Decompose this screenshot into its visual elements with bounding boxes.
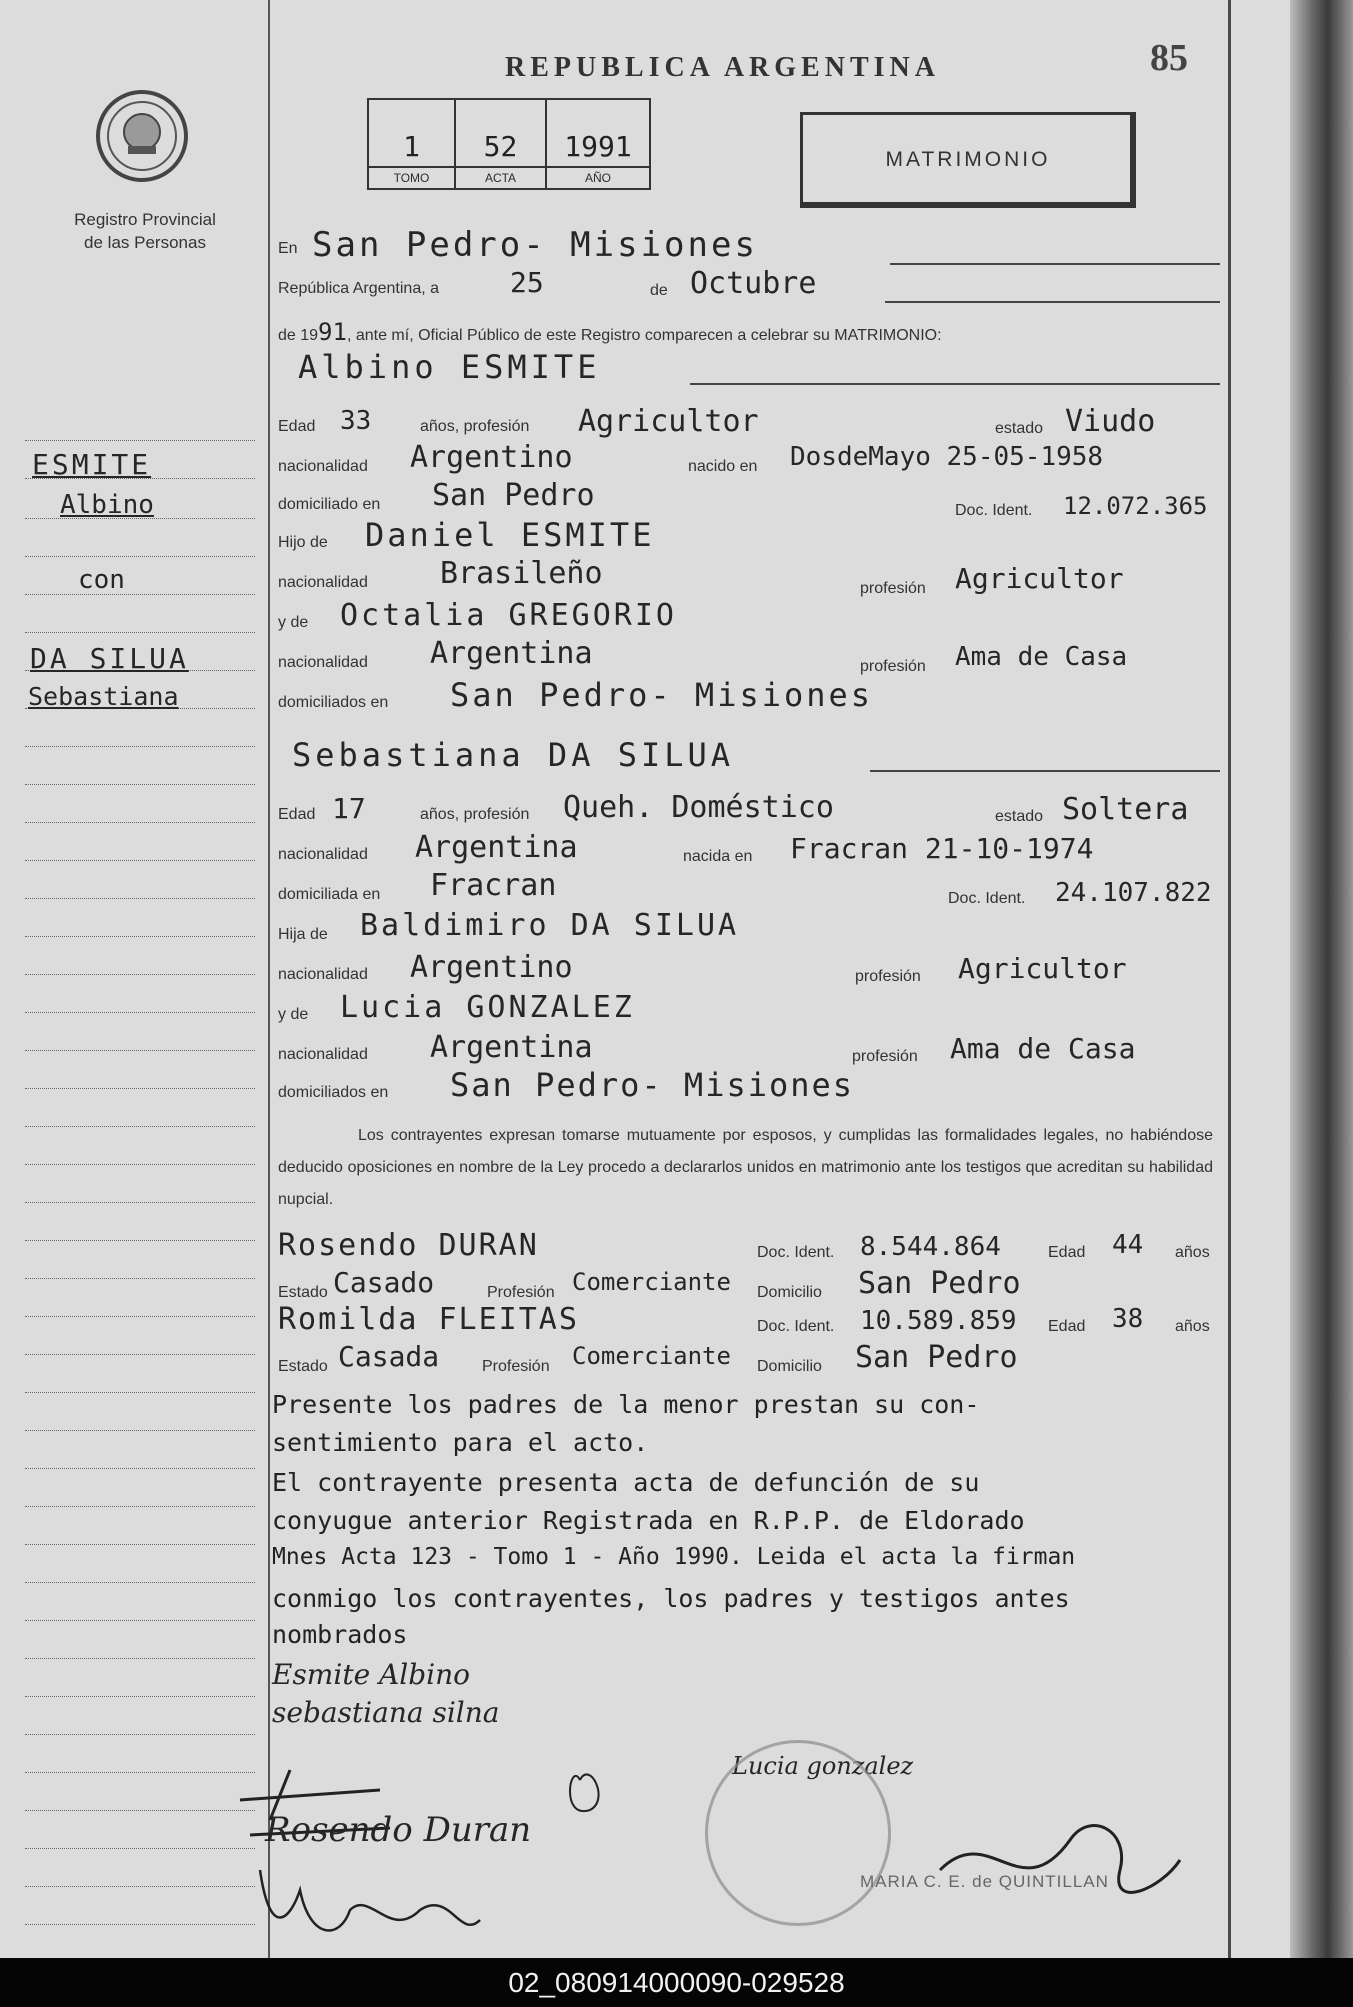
groom-father-label: Hijo de — [278, 534, 328, 551]
groom-father-prof: Agricultor — [955, 562, 1124, 595]
margin-groom-name: Albino — [60, 490, 154, 520]
comparecen-text: , ante mí, Oficial Público de este Registro comparecen a celebrar su MATRIMONIO: — [346, 327, 942, 344]
official-stamp-icon — [705, 1740, 891, 1926]
bride-estado-label: estado — [995, 808, 1044, 825]
witness-dom-label: Domicilio — [757, 1358, 822, 1375]
groom-mother-prof-label: profesión — [860, 658, 926, 675]
witness-name: Rosendo DURAN — [278, 1228, 539, 1263]
tomo-cell — [369, 100, 456, 188]
groom-anos-label: años, profesión — [420, 418, 530, 435]
day: 25 — [510, 266, 544, 299]
witness-profesion: Comerciante — [572, 1268, 731, 1296]
witness-anos-label: años — [1175, 1318, 1210, 1335]
ano-value: 1991 — [564, 130, 632, 163]
bride-doc-label: Doc. Ident. — [948, 890, 1026, 907]
republica-label: República Argentina, a — [278, 280, 439, 297]
witness-estado: Casado — [333, 1266, 435, 1299]
witness-estado-label: Estado — [278, 1284, 328, 1301]
month: Octubre — [690, 266, 817, 301]
country-heading: REPUBLICA ARGENTINA — [505, 52, 940, 83]
official-stamp-name: MARIA C. E. de QUINTILLAN — [860, 1872, 1109, 1891]
groom-profesion: Agricultor — [578, 404, 759, 439]
witness-dom-label: Domicilio — [757, 1284, 822, 1301]
groom-parents-dom: San Pedro- Misiones — [450, 676, 874, 714]
mother-signature: Lucia gonzalez — [732, 1752, 914, 1780]
record-type: MATRIMONIO — [885, 148, 1051, 171]
note-line: Mnes Acta 123 - Tomo 1 - Año 1990. Leida el acta la firman — [272, 1544, 1076, 1570]
bride-father-prof-label: profesión — [855, 968, 921, 985]
groom-estado: Viudo — [1065, 404, 1156, 439]
margin-bride-name: Sebastiana — [28, 682, 179, 711]
note-line: conyugue anterior Registrada en R.P.P. de Eldorado — [272, 1506, 1025, 1535]
groom-mother-prof: Ama de Casa — [955, 642, 1128, 672]
record-reference-box — [367, 98, 651, 190]
witness-doc: 8.544.864 — [860, 1232, 1001, 1262]
witness-prof-label: Profesión — [487, 1284, 555, 1301]
bride-nacionalidad: Argentina — [415, 830, 578, 865]
bride-mother-prof-label: profesión — [852, 1048, 918, 1065]
groom-nacido: DosdeMayo 25-05-1958 — [790, 442, 1104, 472]
groom-nacionalidad: Argentino — [410, 440, 573, 475]
groom-mother-nac: Argentina — [430, 636, 593, 671]
groom-estado-label: estado — [995, 420, 1044, 437]
acta-cell — [456, 100, 547, 188]
acta-label: ACTA — [456, 166, 545, 188]
groom-edad: 33 — [340, 406, 372, 436]
groom-nac-label: nacionalidad — [278, 458, 368, 475]
bride-estado: Soltera — [1062, 792, 1189, 827]
groom-doc: 12.072.365 — [1063, 492, 1208, 520]
groom-name: Albino ESMITE — [298, 348, 601, 386]
groom-parents-dom-label: domiciliados en — [278, 694, 389, 711]
bride-profesion: Queh. Doméstico — [563, 790, 834, 825]
right-border — [1228, 0, 1231, 1958]
groom-mother-nac-label: nacionalidad — [278, 654, 368, 671]
bride-nacida: Fracran 21-10-1974 — [790, 832, 1094, 865]
bride-father: Baldimiro DA SILUA — [360, 908, 740, 943]
ano-cell — [547, 100, 649, 188]
declaration-text: Los contrayentes expresan tomarse mutuamente por esposos, y cumplidas las formalidades legales, no habiéndose deducido oposiciones en nombre de la Ley procedo a declararlos unidos en matrimonio ante los testigos que acreditan su habilidad nupcial. — [278, 1127, 1213, 1208]
registry-office — [40, 208, 250, 254]
margin-groom-surname: ESMITE — [32, 448, 152, 481]
tomo-label: TOMO — [369, 166, 454, 188]
year-suffix: 91 — [318, 318, 347, 346]
page-number: 85 — [1150, 37, 1188, 79]
bride-name: Sebastiana DA SILUA — [292, 736, 735, 774]
witness-edad-label: Edad — [1048, 1318, 1086, 1335]
bride-nacida-label: nacida en — [683, 848, 753, 865]
bride-mother-prof: Ama de Casa — [950, 1032, 1136, 1065]
signature-scribbles-icon — [230, 1740, 610, 1960]
note-line: sentimiento para el acto. — [272, 1428, 649, 1457]
margin-divider — [268, 0, 270, 1958]
groom-father: Daniel ESMITE — [365, 516, 655, 554]
footer-id: 02_080914000090-029528 — [508, 1967, 845, 1998]
witness-estado-label: Estado — [278, 1358, 328, 1375]
bride-domicilio: Fracran — [430, 868, 557, 903]
bride-father-nac: Argentino — [410, 950, 573, 985]
bride-nac-label: nacionalidad — [278, 846, 368, 863]
witness-doc-label: Doc. Ident. — [757, 1244, 835, 1261]
witness-edad: 38 — [1112, 1304, 1144, 1334]
witness-name: Romilda FLEITAS — [278, 1302, 579, 1337]
bride-dom-label: domiciliada en — [278, 886, 381, 903]
witness-domicilio: San Pedro — [855, 1340, 1018, 1375]
witness-domicilio: San Pedro — [858, 1266, 1021, 1301]
record-type-box — [800, 112, 1136, 208]
witness-signature: Rosendo Duran — [265, 1810, 532, 1850]
note-line: El contrayente presenta acta de defunción de su — [272, 1468, 980, 1497]
witness-edad: 44 — [1112, 1230, 1144, 1260]
bride-anos-label: años, profesión — [420, 806, 530, 823]
witness-anos-label: años — [1175, 1244, 1210, 1261]
note-line: conmigo los contrayentes, los padres y testigos antes — [272, 1584, 1070, 1613]
bride-mother-nac-label: nacionalidad — [278, 1046, 368, 1063]
de-label: de — [650, 282, 668, 299]
bride-father-label: Hija de — [278, 926, 328, 943]
ano-label: AÑO — [547, 166, 649, 188]
bride-edad: 17 — [332, 792, 366, 825]
groom-father-nac-label: nacionalidad — [278, 574, 368, 591]
groom-domicilio: San Pedro — [432, 478, 595, 513]
acta-value: 52 — [483, 130, 518, 163]
groom-mother: Octalia GREGORIO — [340, 598, 677, 633]
bride-parents-dom: San Pedro- Misiones — [450, 1066, 855, 1104]
book-binding — [1290, 0, 1353, 1958]
witness-prof-label: Profesión — [482, 1358, 550, 1375]
witness-doc: 10.589.859 — [860, 1306, 1017, 1336]
witness-edad-label: Edad — [1048, 1244, 1086, 1261]
note-line: nombrados — [272, 1620, 408, 1649]
groom-nacido-label: nacido en — [688, 458, 758, 475]
registry-line1: Registro Provincial — [74, 210, 216, 229]
place: San Pedro- Misiones — [312, 225, 758, 265]
year-line — [278, 318, 942, 346]
footer-bar — [0, 1958, 1353, 2007]
witness-estado: Casada — [338, 1340, 440, 1373]
bride-mother-label: y de — [278, 1006, 309, 1023]
groom-dom-label: domiciliado en — [278, 496, 381, 513]
groom-edad-label: Edad — [278, 418, 316, 435]
groom-doc-label: Doc. Ident. — [955, 502, 1033, 519]
bride-father-nac-label: nacionalidad — [278, 966, 368, 983]
bride-father-prof: Agricultor — [958, 952, 1127, 985]
margin-con: con — [78, 565, 125, 595]
year-prefix: de 19 — [278, 327, 319, 344]
provincial-seal-icon — [92, 86, 192, 186]
witness-doc-label: Doc. Ident. — [757, 1318, 835, 1335]
bride-mother-nac: Argentina — [430, 1030, 593, 1065]
groom-father-prof-label: profesión — [860, 580, 926, 597]
bride-parents-dom-label: domiciliados en — [278, 1084, 389, 1101]
bride-edad-label: Edad — [278, 806, 316, 823]
official-signature-icon — [930, 1800, 1190, 1920]
groom-mother-label: y de — [278, 614, 309, 631]
bride-mother: Lucia GONZALEZ — [340, 990, 635, 1025]
bride-doc: 24.107.822 — [1055, 878, 1212, 908]
margin-bride-surname: DA SILUA — [30, 642, 189, 675]
groom-signature: Esmite Albino — [272, 1658, 470, 1691]
registry-line2: de las Personas — [84, 233, 206, 252]
en-label: En — [278, 240, 298, 257]
note-line: Presente los padres de la menor prestan su con- — [272, 1390, 980, 1419]
witness-profesion: Comerciante — [572, 1342, 731, 1370]
bride-signature: sebastiana silna — [272, 1696, 500, 1729]
tomo-value: 1 — [403, 130, 420, 163]
groom-father-nac: Brasileño — [440, 556, 603, 591]
